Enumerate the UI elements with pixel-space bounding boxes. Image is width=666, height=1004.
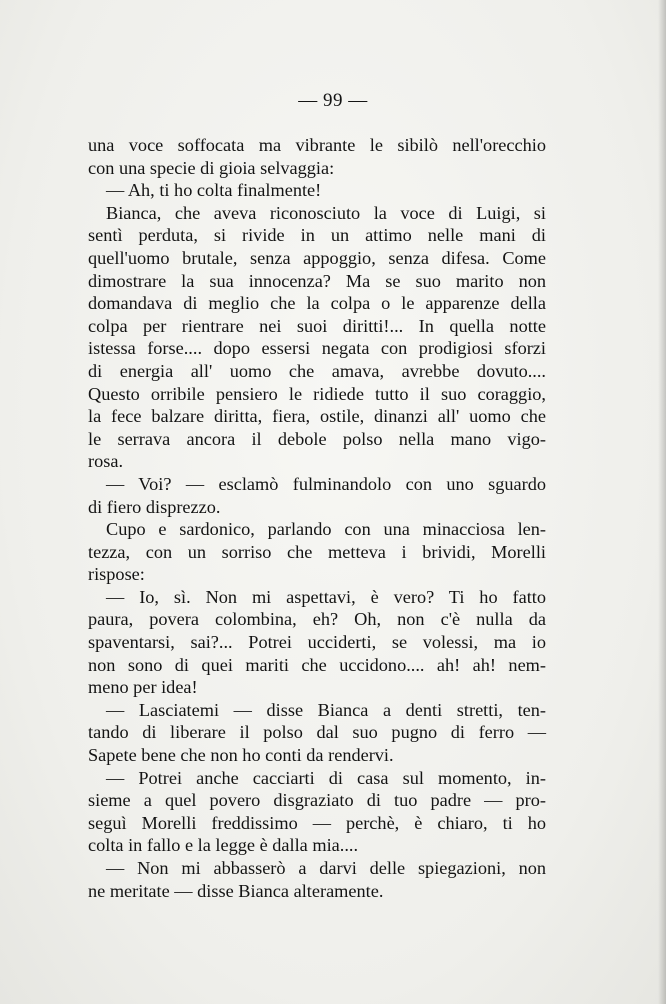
text-line: di energia all' uomo che amava, avrebbe dovuto.... [88, 360, 546, 381]
text-line: — Voi? — esclamò fulminandolo con uno sguardo [106, 473, 546, 494]
text-line: colta in fallo e la legge è dalla mia.... [88, 835, 359, 856]
text-line: la fece balzare diritta, fiera, ostile, dinanzi all' uomo che [88, 406, 546, 427]
text-line: Cupo e sardonico, parlando con una minacciosa len- [106, 519, 546, 540]
text-line: seguì Morelli freddissimo — perchè, è chiaro, ti ho [88, 812, 546, 833]
text-line: — Non mi abbasserò a darvi delle spiegazioni, non [106, 858, 546, 878]
text-line: sieme a quel povero disgraziato di tuo padre — pro- [88, 790, 546, 811]
text-line: — Lasciatemi — disse Bianca a denti stretti, ten- [106, 699, 546, 720]
body-text [88, 134, 546, 902]
text-line: Sapete bene che non ho conti da rendervi. [88, 745, 394, 766]
text-line: rosa. [88, 451, 124, 472]
text-line: con una specie di gioia selvaggia: [88, 157, 335, 178]
text-line: paura, povera colombina, eh? Oh, non c'è nulla da [88, 609, 546, 630]
text-line: non sono di quei mariti che uccidono.... ah! ah! nem- [88, 654, 546, 675]
text-line: domandava di meglio che la colpa o le apparenze della [88, 293, 546, 314]
text-line: tezza, con un sorriso che metteva i brividi, Morelli [88, 541, 546, 562]
text-line: meno per idea! [88, 677, 198, 698]
text-line: — Potrei anche cacciarti di casa sul momento, in- [106, 767, 546, 788]
text-line: le serrava ancora il debole polso nella mano vigo- [88, 428, 546, 449]
text-line: Questo orribile pensiero le ridiede tutto il suo coraggio, [88, 383, 546, 404]
text-line: di fiero disprezzo. [88, 496, 221, 517]
text-line: rispose: [88, 564, 145, 585]
text-line: colpa per rientrare nei suoi diritti!... In quella notte [88, 315, 546, 336]
page-edge-shadow [658, 0, 666, 1004]
text-line: sentì perduta, si rivide in un attimo nelle mani di [88, 225, 546, 246]
text-line: ne meritate — disse Bianca alteramente. [88, 880, 384, 901]
text-line: tando di liberare il polso dal suo pugno di ferro — [88, 722, 546, 743]
text-line: Bianca, che aveva riconosciuto la voce di Luigi, si [106, 202, 546, 223]
text-line: dimostrare la sua innocenza? Ma se suo marito non [88, 270, 546, 291]
text-line: istessa forse.... dopo essersi negata con prodigiosi sforzi [88, 338, 546, 359]
text-line: spaventarsi, sai?... Potrei ucciderti, se volessi, ma io [88, 632, 546, 653]
text-line: quell'uomo brutale, senza appoggio, senza difesa. Come [88, 247, 546, 268]
text-line: — Ah, ti ho colta finalmente! [106, 180, 322, 201]
text-line: una voce soffocata ma vibrante le sibilò nell'orecchio [88, 135, 546, 155]
page-number: — 99 — [298, 90, 368, 111]
text-line: — Io, sì. Non mi aspettavi, è vero? Ti ho fatto [106, 586, 546, 607]
